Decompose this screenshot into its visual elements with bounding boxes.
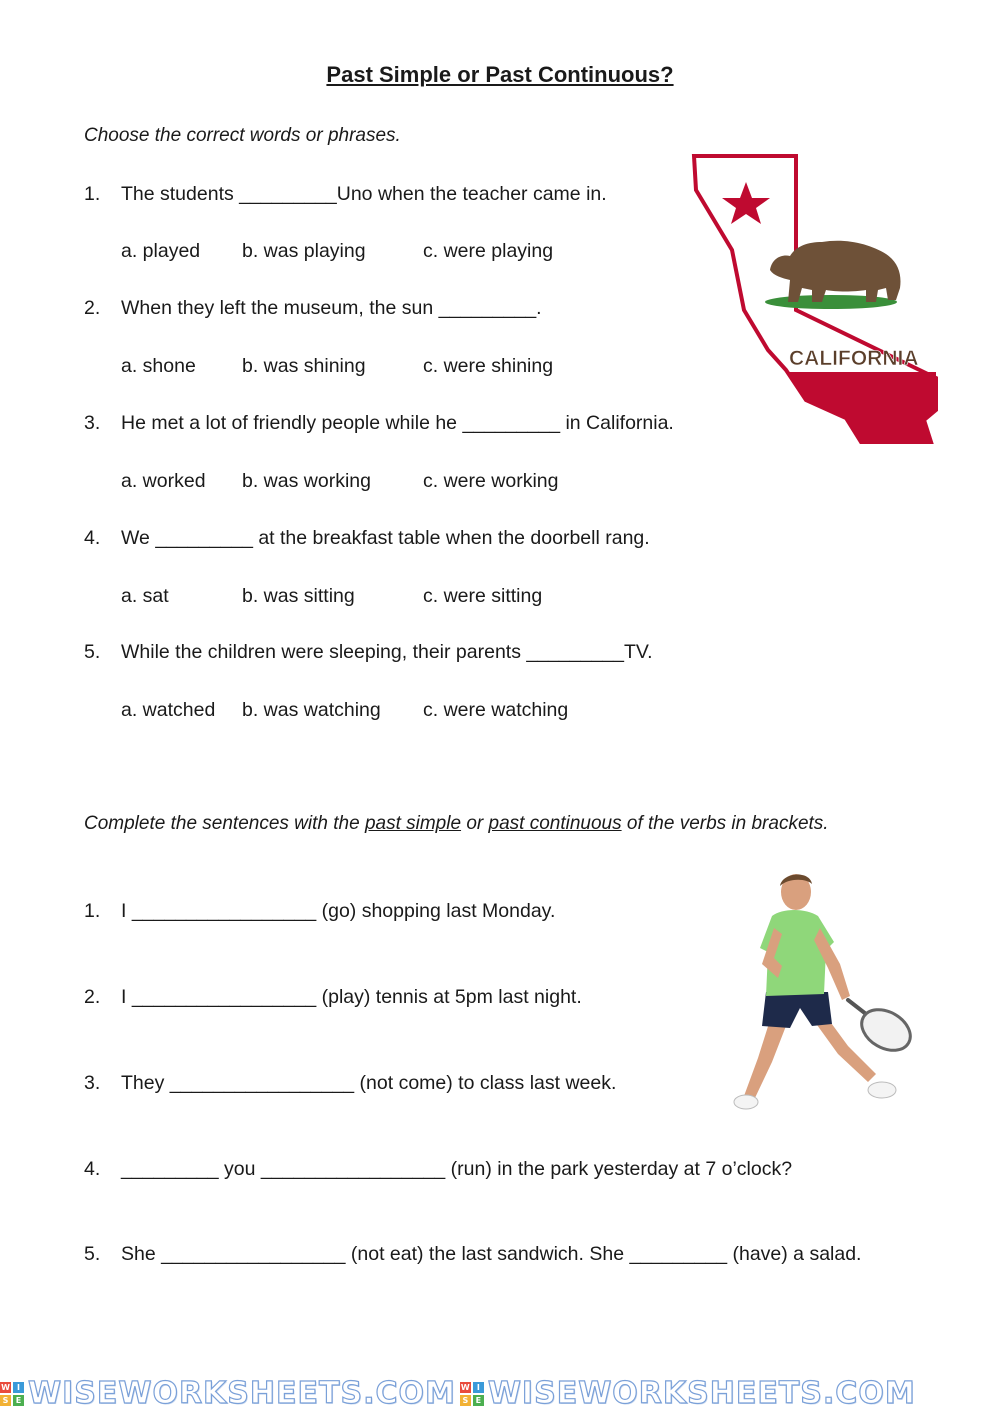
mc-question-5 <box>84 641 653 664</box>
mc-question-1 <box>84 183 607 206</box>
instruction-part: or <box>461 813 489 834</box>
option-c[interactable]: c. were working <box>423 470 559 492</box>
logo-block: W <box>1 1382 10 1392</box>
question-text[interactable]: _________ you _________________ (run) in the park yesterday at 7 o’clock? <box>121 1158 793 1180</box>
mc-question-4 <box>84 527 650 550</box>
logo-block: I <box>473 1382 484 1393</box>
option-b[interactable]: b. was watching <box>242 699 381 721</box>
instruction-underlined: past continuous <box>488 813 622 834</box>
question-number: 4. <box>84 1158 101 1180</box>
fill-question-4 <box>84 1158 792 1181</box>
flag-red-band <box>786 372 936 442</box>
shoe <box>734 1095 758 1109</box>
logo-blocks-icon <box>0 1382 24 1406</box>
logo-blocks-icon <box>460 1382 484 1406</box>
logo-text: WISEWORKSHEETS.COM <box>28 1376 456 1411</box>
option-b[interactable]: b. was working <box>242 470 371 492</box>
california-map-illustration <box>686 150 946 450</box>
option-a[interactable]: a. played <box>121 240 201 262</box>
option-a[interactable]: a. sat <box>121 585 169 607</box>
logo-block: E <box>13 1395 24 1406</box>
logo-block: E <box>473 1395 484 1406</box>
california-label: CALIFORNIA <box>789 347 919 370</box>
option-a[interactable]: a. watched <box>121 699 216 721</box>
question-number: 2. <box>84 297 101 319</box>
racket-icon <box>848 1000 918 1059</box>
question-text: We _________ at the breakfast table when the doorbell rang. <box>121 527 650 549</box>
question-number: 4. <box>84 527 101 549</box>
question-number: 1. <box>84 900 101 922</box>
option-c[interactable]: c. were shining <box>423 355 554 377</box>
logo-block: S <box>460 1395 471 1406</box>
question-text: When they left the museum, the sun _________. <box>121 297 542 319</box>
question-text: The students _________Uno when the teacher came in. <box>121 183 607 205</box>
logo-block: I <box>13 1382 24 1393</box>
logo-text: WISEWORKSHEETS.COM <box>487 1376 916 1411</box>
question-number: 5. <box>84 641 101 663</box>
question-number: 1. <box>84 183 101 205</box>
question-text[interactable]: I _________________ (play) tennis at 5pm last night. <box>121 986 582 1008</box>
question-number: 3. <box>84 1072 101 1094</box>
question-text[interactable]: I _________________ (go) shopping last Monday. <box>121 900 556 922</box>
logo-block: W <box>460 1382 470 1392</box>
instruction-part: of the verbs in brackets. <box>621 813 829 834</box>
page-title: Past Simple or Past Continuous? <box>326 62 674 87</box>
question-number: 5. <box>84 1243 101 1265</box>
option-a[interactable]: a. worked <box>121 470 206 492</box>
shoe <box>868 1082 896 1098</box>
question-text[interactable]: They _________________ (not come) to class last week. <box>121 1072 617 1094</box>
section2-instruction <box>84 813 829 835</box>
option-b[interactable]: b. was playing <box>242 240 366 262</box>
tennis-player-illustration <box>728 868 918 1120</box>
option-b[interactable]: b. was shining <box>242 355 366 377</box>
question-number: 3. <box>84 412 101 434</box>
grass <box>765 295 897 309</box>
mc-question-2 <box>84 297 542 320</box>
leg-left <box>744 1020 786 1100</box>
option-b[interactable]: b. was sitting <box>242 585 355 607</box>
fill-question-5 <box>84 1243 861 1266</box>
mc-question-3 <box>84 412 674 435</box>
shorts <box>762 992 832 1028</box>
footer-logo-strip <box>0 1374 1000 1413</box>
footer-logo[interactable] <box>0 1376 456 1411</box>
logo-block: S <box>0 1395 11 1406</box>
option-c[interactable]: c. were watching <box>423 699 569 721</box>
question-number: 2. <box>84 986 101 1008</box>
fill-question-2 <box>84 986 582 1009</box>
question-text: He met a lot of friendly people while he _________ in California. <box>121 412 674 434</box>
instruction-underlined: past simple <box>364 813 462 834</box>
fill-question-3 <box>84 1072 616 1095</box>
question-text: While the children were sleeping, their parents _________TV. <box>121 641 653 663</box>
fill-question-1 <box>84 900 555 923</box>
footer-logo[interactable] <box>460 1376 916 1411</box>
instruction-part: Complete the sentences with the <box>84 813 365 834</box>
section1-instruction: Choose the correct words or phrases. <box>84 125 401 146</box>
option-a[interactable]: a. shone <box>121 355 196 377</box>
question-text[interactable]: She _________________ (not eat) the last sandwich. She _________ (have) a salad. <box>121 1243 862 1265</box>
option-c[interactable]: c. were sitting <box>423 585 543 607</box>
option-c[interactable]: c. were playing <box>423 240 554 262</box>
